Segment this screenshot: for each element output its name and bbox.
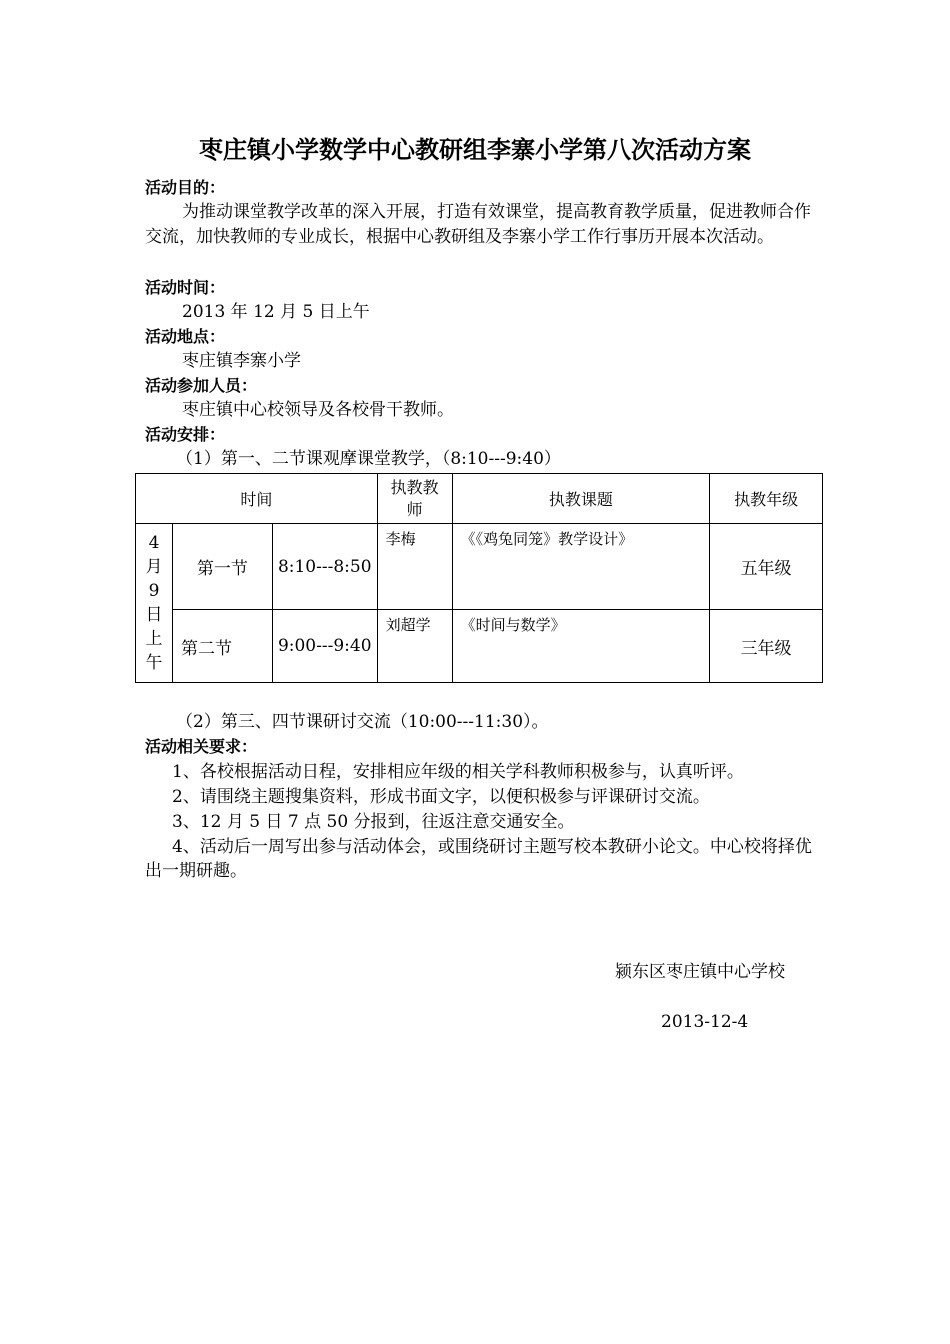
requirement-item: 3、12 月 5 日 7 点 50 分报到，往返注意交通安全。 bbox=[172, 812, 575, 832]
header-grade: 执教年级 bbox=[710, 474, 823, 524]
header-teacher-line1: 执教教 bbox=[390, 477, 439, 497]
requirement-item: 2、请围绕主题搜集资料，形成书面文字，以便积极参与评课研讨交流。 bbox=[172, 787, 710, 807]
time-cell: 9:00---9:40 bbox=[272, 610, 377, 683]
arrangement-part2: （2）第三、四节课研讨交流（10:00---11:30）。 bbox=[176, 712, 549, 732]
time-cell: 8:10---8:50 bbox=[272, 524, 377, 610]
signature-org: 颍东区枣庄镇中心学校 bbox=[615, 962, 785, 982]
table-row bbox=[136, 524, 823, 610]
date-char: 9 bbox=[148, 581, 160, 601]
topic-cell: 《《鸡兔同笼》教学设计》 bbox=[452, 524, 710, 610]
schedule-table bbox=[135, 473, 823, 683]
date-char: 月 bbox=[145, 557, 163, 577]
schedule-header-row bbox=[136, 474, 823, 524]
time-text: 2013 年 12 月 5 日上午 bbox=[182, 302, 370, 322]
date-char: 4 bbox=[148, 533, 160, 553]
topic-cell: 《时间与数学》 bbox=[452, 610, 710, 683]
date-cell bbox=[136, 524, 173, 683]
signature-date: 2013-12-4 bbox=[661, 1012, 749, 1032]
period-cell: 第一节 bbox=[172, 524, 272, 610]
participants-heading: 活动参加人员： bbox=[145, 376, 258, 395]
requirement-item: 4、活动后一周写出参与活动体会，或围绕研讨主题写校本教研小论文。中心校将择优出一期研趣。 bbox=[145, 837, 812, 881]
time-heading: 活动时间： bbox=[145, 278, 226, 297]
participants-text: 枣庄镇中心校领导及各校骨干教师。 bbox=[182, 400, 454, 420]
date-char: 上 bbox=[145, 629, 163, 649]
header-teacher bbox=[377, 474, 452, 524]
requirements-heading: 活动相关要求： bbox=[145, 737, 258, 756]
teacher-cell: 刘超学 bbox=[377, 610, 452, 683]
grade-cell: 五年级 bbox=[710, 524, 823, 610]
purpose-text: 为推动课堂教学改革的深入开展，打造有效课堂，提高教育教学质量，促进教师合作交流，加快教师的专业成长，根据中心教研组及李寨小学工作行事历开展本次活动。 bbox=[145, 202, 811, 247]
arrangement-part1: （1）第一、二节课观摩课堂教学，（8:10---9:40） bbox=[176, 449, 561, 469]
table-row bbox=[136, 610, 823, 683]
date-char: 午 bbox=[145, 653, 163, 673]
header-topic: 执教课题 bbox=[452, 474, 710, 524]
header-time: 时间 bbox=[136, 474, 378, 524]
teacher-cell: 李梅 bbox=[377, 524, 452, 610]
location-text: 枣庄镇李寨小学 bbox=[182, 351, 301, 371]
arrangement-heading: 活动安排： bbox=[145, 425, 226, 444]
location-heading: 活动地点： bbox=[145, 327, 226, 346]
grade-cell: 三年级 bbox=[710, 610, 823, 683]
requirement-item: 1、各校根据活动日程，安排相应年级的相关学科教师积极参与，认真听评。 bbox=[172, 762, 744, 782]
document-title: 枣庄镇小学数学中心教研组李寨小学第八次活动方案 bbox=[199, 136, 751, 164]
date-char: 日 bbox=[145, 605, 163, 625]
period-cell: 第二节 bbox=[172, 610, 272, 683]
purpose-heading: 活动目的： bbox=[145, 178, 226, 197]
header-teacher-line2: 师 bbox=[406, 499, 423, 519]
